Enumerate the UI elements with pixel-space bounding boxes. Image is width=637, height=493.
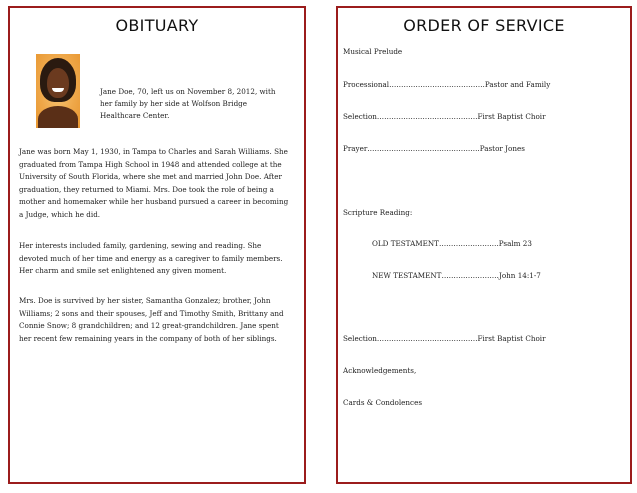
obituary-title: OBITUARY [115, 16, 199, 35]
order-of-service-panel [336, 6, 632, 484]
service-item: Selection……………………………………First Baptist Choir [343, 334, 546, 343]
service-item: Processional………………………………….Pastor and Family [343, 80, 551, 89]
service-item: OLD TESTAMENT…………………….Psalm 23 [372, 239, 532, 248]
obituary-paragraph: Mrs. Doe is survived by her sister, Samantha Gonzalez; brother, John Williams; 2 sons and their spouses, Jeff and Timothy Smith, Brittany and Connie Snow; 8 grandchildren; and 12 great-grandchildren. Jane spent her recent few remaining years in the company of both of her siblings. [19, 296, 284, 343]
obituary-paragraph: Jane was born May 1, 1930, in Tampa to Charles and Sarah Williams. She graduated from Tampa High School in 1948 and attended college at the University of South Florida, where she met and married John Doe. After graduation, they returned to Miami. Mrs. Doe took the role of being a mother and homemaker while her husband pursued a career in becoming a Judge, which he did. [19, 147, 289, 219]
obituary-intro: Jane Doe, 70, left us on November 8, 2012, with her family by her side at Wolfson Bridge Healthcare Center. [100, 87, 276, 120]
service-item: NEW TESTAMENT……………………John 14:1-7 [372, 271, 541, 280]
service-item: Acknowledgements, [343, 366, 417, 375]
obituary-panel [8, 6, 306, 484]
order-of-service-title: ORDER OF SERVICE [403, 16, 565, 35]
service-item: Scripture Reading: [343, 208, 413, 217]
service-item: Prayer………………………………………..Pastor Jones [343, 144, 525, 153]
portrait-photo [36, 54, 80, 128]
portrait-face [47, 68, 69, 98]
portrait-shoulders [38, 106, 78, 128]
obituary-paragraph: Her interests included family, gardening, sewing and reading. She devoted much of her time and energy as a caregiver to family members. Her charm and smile set enlightened any given moment. [19, 241, 283, 275]
service-item: Selection……………………………………First Baptist Choir [343, 112, 546, 121]
service-item: Cards & Condolences [343, 398, 423, 407]
service-item: Musical Prelude [343, 47, 403, 56]
